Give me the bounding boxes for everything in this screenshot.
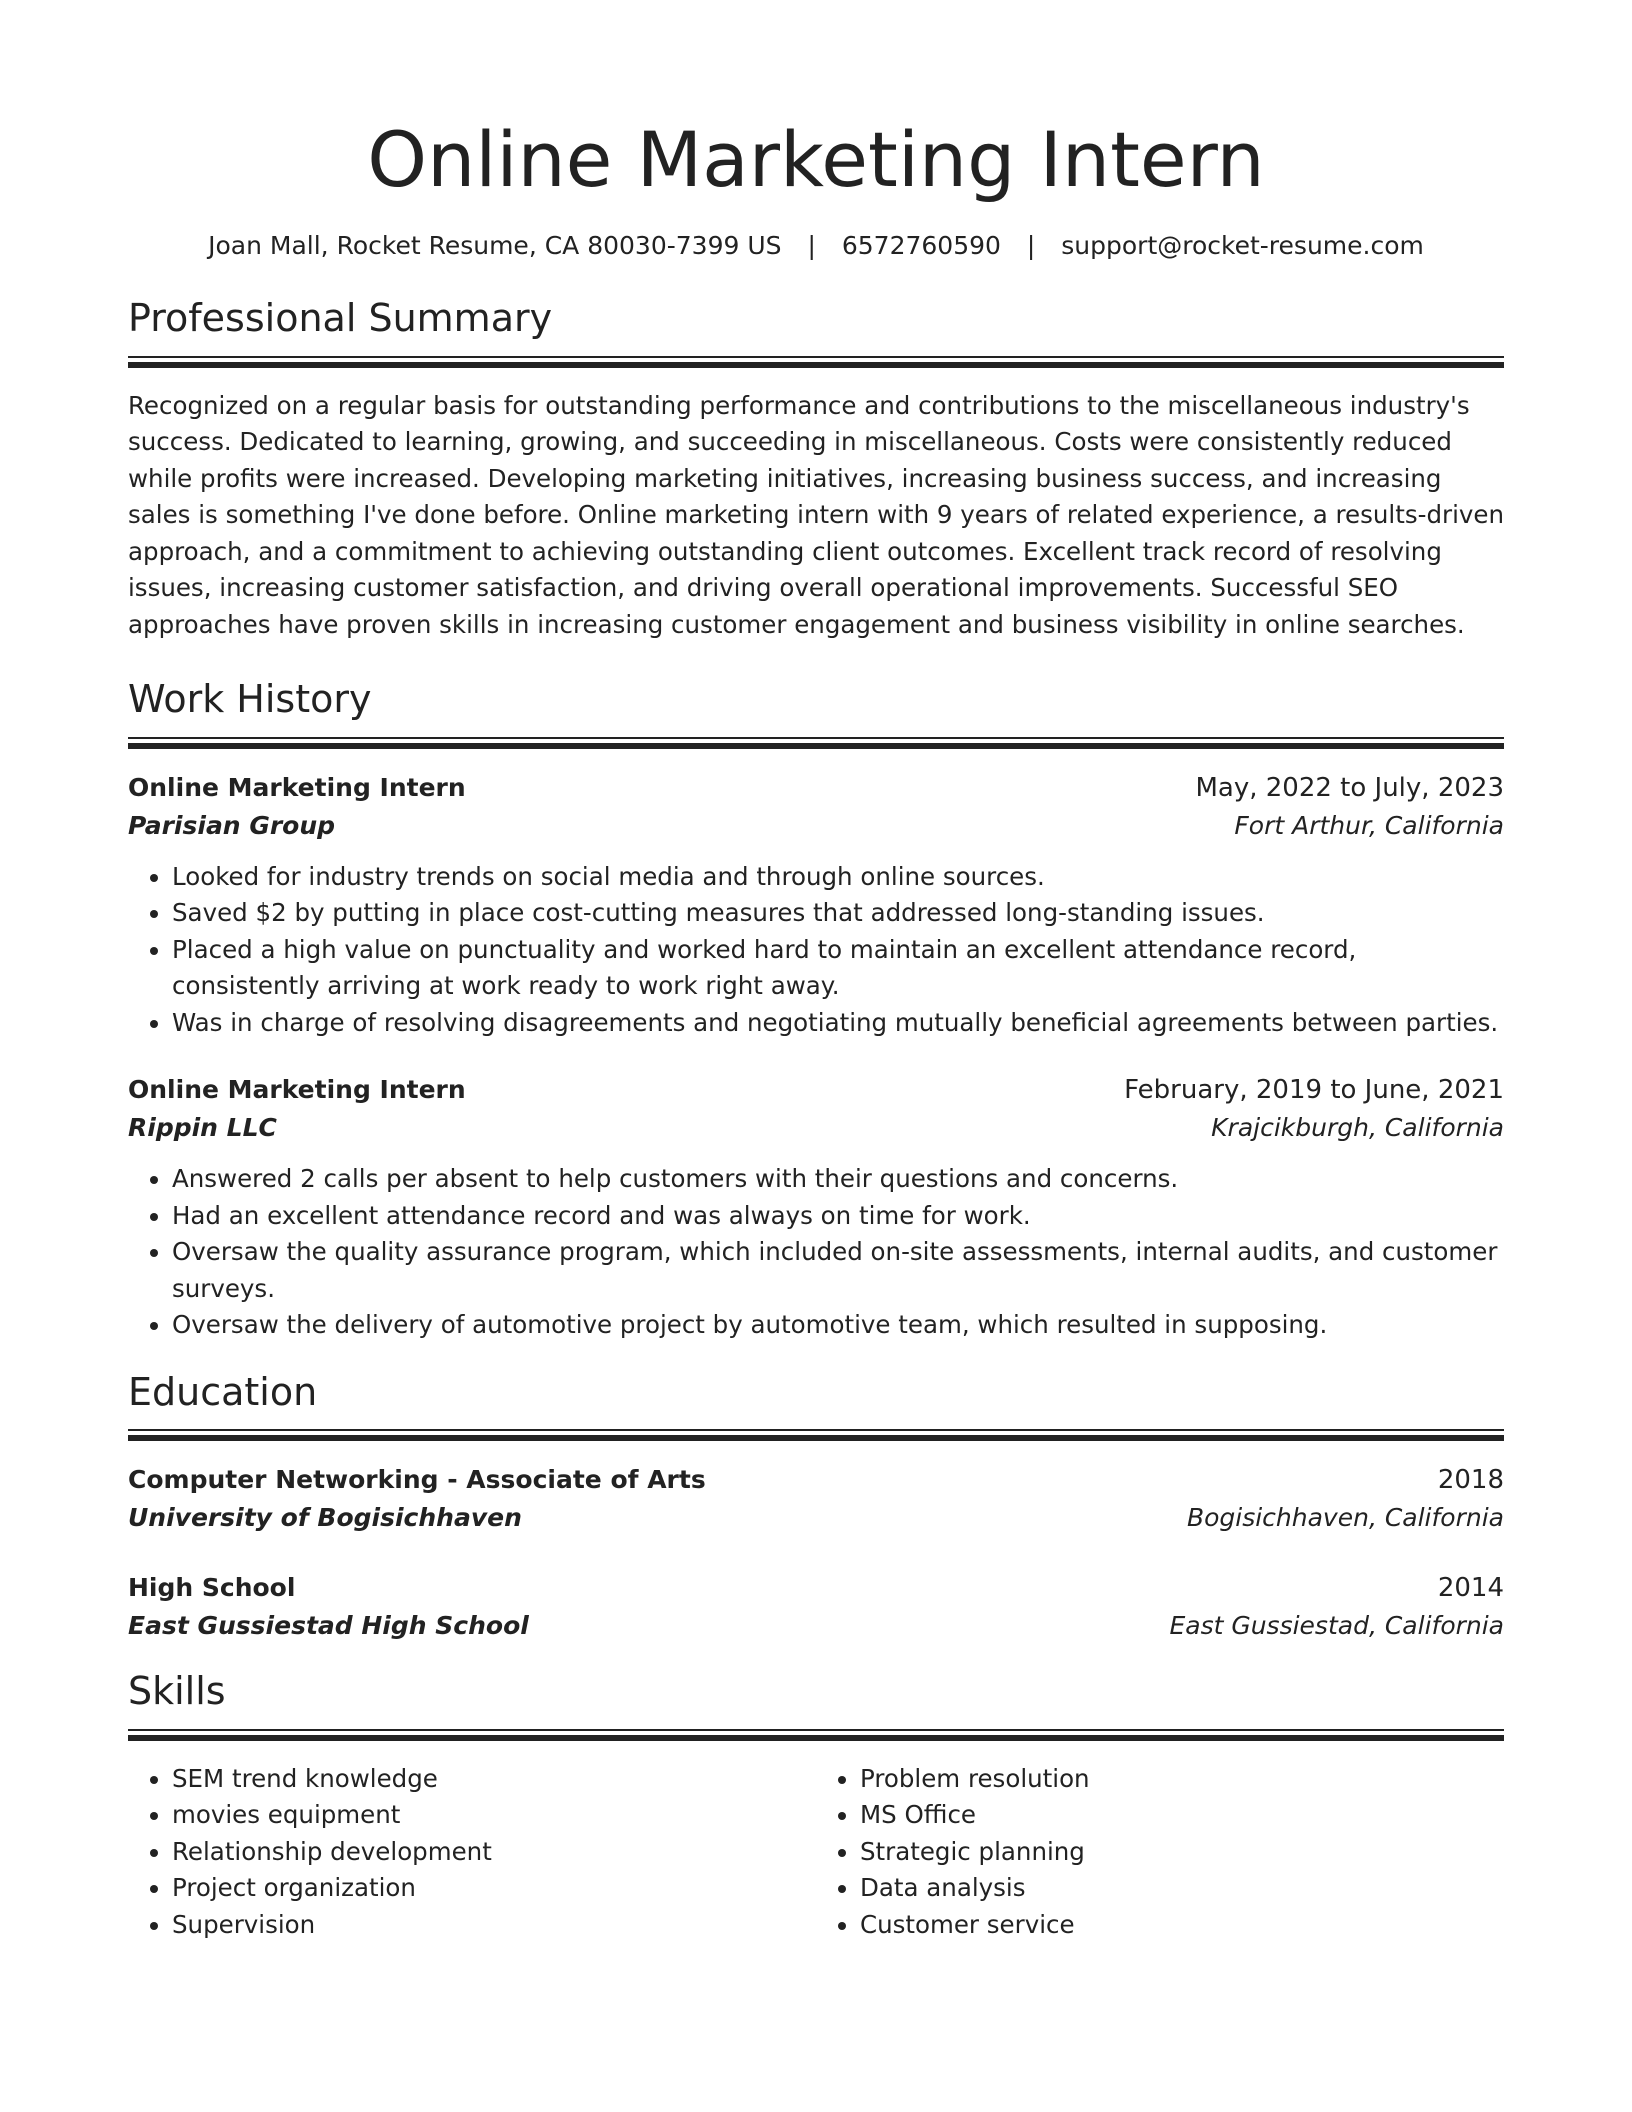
list-item: • Was in charge of resolving disagreements and negotiating mutually beneficial agreements between parties.: [172, 1005, 1504, 1042]
contact-phone: 6572760590: [841, 230, 1001, 260]
list-item: • Oversaw the quality assurance program, which included on-site assessments, internal audits, and customer surveys.: [172, 1234, 1504, 1307]
job-header-row: [128, 1071, 1504, 1109]
list-item: • Saved $2 by putting in place cost-cutting measures that addressed long-standing issues.: [172, 895, 1504, 932]
list-item: • Supervision: [172, 1907, 816, 1944]
education-entry: [128, 1461, 1504, 1537]
education-degree: Computer Networking - Associate of Arts: [128, 1465, 706, 1495]
section-divider: [128, 1429, 1504, 1441]
list-item: • Data analysis: [860, 1870, 1504, 1907]
job-company: Parisian Group: [128, 810, 336, 840]
contact-address: Joan Mall, Rocket Resume, CA 80030-7399 US: [208, 230, 782, 260]
list-item: • Placed a high value on punctuality and worked hard to maintain an excellent attendance record, consistently arriving at work ready to work right away.: [172, 932, 1504, 1005]
education-header-row: [128, 1569, 1504, 1607]
job-location: Krajcikburgh, California: [1211, 1113, 1504, 1143]
section-divider: [128, 1729, 1504, 1741]
job-header-row: [128, 769, 1504, 807]
section-heading: Work History: [128, 677, 372, 722]
skills-section: [128, 1669, 1504, 1943]
list-item: • SEM trend knowledge: [172, 1761, 816, 1798]
job-title: Online Marketing Intern: [128, 1075, 466, 1105]
list-item: • Had an excellent attendance record and was always on time for work.: [172, 1198, 1504, 1235]
list-item: • movies equipment: [172, 1797, 816, 1834]
list-item: • Customer service: [860, 1907, 1504, 1944]
summary-text: Recognized on a regular basis for outstanding performance and contributions to the miscellaneous industry's success. Dedicated to learning, growing, and succeeding in miscellaneous. Costs were consistently reduced while profits were increased. Developing marketing initiatives, increasing business success, and increasing sales is something I've done before. Online marketing intern with 9 years of related experience, a results-driven approach, and a commitment to achieving outstanding client outcomes. Excellent track record of resolving issues, increasing customer satisfaction, and driving overall operational improvements. Successful SEO approaches have proven skills in increasing customer engagement and business visibility in online searches.: [128, 390, 1504, 639]
education-org-row: [128, 1607, 1504, 1645]
job-dates: May, 2022 to July, 2023: [1195, 772, 1504, 803]
job-entry: [128, 1071, 1504, 1344]
list-item: • MS Office: [860, 1797, 1504, 1834]
section-divider: [128, 737, 1504, 749]
skills-columns: [128, 1761, 1504, 1944]
contact-line: [128, 230, 1504, 263]
skills-list-right: [816, 1761, 1504, 1944]
job-entry: [128, 769, 1504, 1042]
contact-email: support@rocket-resume.com: [1061, 230, 1424, 260]
section-divider: [128, 356, 1504, 368]
list-item: • Looked for industry trends on social media and through online sources.: [172, 859, 1504, 896]
list-item: • Oversaw the delivery of automotive project by automotive team, which resulted in supposing.: [172, 1307, 1504, 1344]
list-item: • Relationship development: [172, 1834, 816, 1871]
job-org-row: [128, 807, 1504, 845]
job-bullets: [128, 859, 1504, 1042]
summary-section: [128, 296, 1504, 643]
list-item: • Problem resolution: [860, 1761, 1504, 1798]
contact-separator: |: [1026, 230, 1036, 260]
job-dates: February, 2019 to June, 2021: [1124, 1075, 1504, 1106]
skills-list-left: [128, 1761, 816, 1944]
job-bullets: [128, 1161, 1504, 1344]
resume-title: Online Marketing Intern: [367, 115, 1265, 204]
education-year: 2018: [1437, 1465, 1504, 1496]
section-heading: Professional Summary: [128, 296, 553, 341]
section-heading: Education: [128, 1369, 318, 1414]
education-school: East Gussiestad High School: [128, 1611, 529, 1641]
education-entry: [128, 1569, 1504, 1645]
job-org-row: [128, 1109, 1504, 1147]
list-item: • Answered 2 calls per absent to help customers with their questions and concerns.: [172, 1161, 1504, 1198]
job-location: Fort Arthur, California: [1234, 810, 1504, 840]
education-org-row: [128, 1499, 1504, 1537]
education-year: 2014: [1437, 1573, 1504, 1604]
education-school: University of Bogisichhaven: [128, 1503, 522, 1533]
list-item: • Strategic planning: [860, 1834, 1504, 1871]
list-item: • Project organization: [172, 1870, 816, 1907]
education-header-row: [128, 1461, 1504, 1499]
job-company: Rippin LLC: [128, 1113, 277, 1143]
education-location: East Gussiestad, California: [1169, 1611, 1504, 1641]
education-degree: High School: [128, 1573, 296, 1603]
education-location: Bogisichhaven, California: [1186, 1503, 1504, 1533]
contact-separator: |: [807, 230, 816, 260]
work-history-section: [128, 677, 1504, 1344]
section-heading: Skills: [128, 1669, 226, 1714]
job-title: Online Marketing Intern: [128, 772, 466, 802]
education-section: [128, 1370, 1504, 1646]
